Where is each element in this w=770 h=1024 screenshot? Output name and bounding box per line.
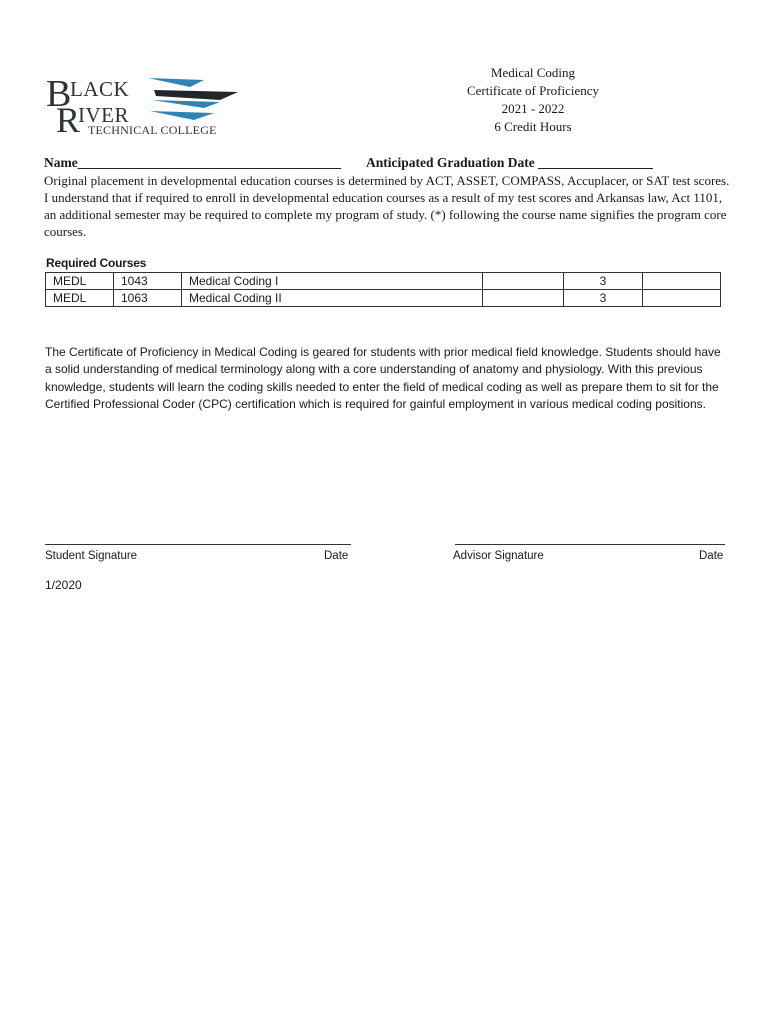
required-courses-heading: Required Courses — [46, 256, 147, 270]
logo-stripe-1 — [148, 78, 204, 87]
catalog-year: 2021 - 2022 — [501, 101, 565, 116]
program-description: The Certificate of Proficiency in Medical Coding is geared for students with prior medical field knowledge. Students should have a solid understanding of medical terminology along with a core understanding of anatomy and physiology. With this previous knowledge, students will learn the coding skills needed to enter the field of medical coding as well as prepare them to sit for the Certified Professional Coder (CPC) certification which is required for gainful employment in various medical coding positions. — [45, 345, 721, 411]
student-signature-line[interactable] — [45, 544, 351, 545]
logo-iver: IVER — [78, 103, 129, 127]
course-prefix: MEDL — [46, 273, 114, 290]
graduation-date-field[interactable]: Anticipated Graduation Date _________________ — [366, 155, 653, 170]
course-number: 1063 — [114, 290, 182, 307]
logo-letter-b: B — [46, 73, 72, 115]
logo-technical-college: TECHNICAL COLLEGE — [88, 123, 217, 137]
course-credits: 3 — [564, 290, 643, 307]
logo-letter-r: R — [56, 100, 81, 140]
course-name: Medical Coding II — [182, 290, 483, 307]
advisor-signature-label: Advisor Signature — [453, 550, 544, 562]
advisor-signature-line[interactable] — [455, 544, 725, 545]
name-graduation-row — [44, 155, 734, 171]
college-logo — [44, 70, 244, 140]
student-signature-label: Student Signature — [45, 550, 138, 562]
student-date-label: Date — [324, 550, 349, 562]
placement-statement: Original placement in developmental education courses is determined by ACT, ASSET, COMPASS, Accuplacer, or SAT test scores. I understand that if required to enroll in developmental education courses as a result of my test scores and Arkansas law, Act 1101, an additional semester may be required to complete my program of study. (*) following the course name signifies the program core courses. — [44, 173, 730, 239]
logo-stripe-3 — [152, 100, 220, 108]
name-field[interactable]: Name_______________________________________ — [44, 155, 341, 170]
table-row — [46, 273, 721, 290]
logo-stripe-2 — [154, 90, 238, 100]
course-prefix: MEDL — [46, 290, 114, 307]
table-row — [46, 290, 721, 307]
course-blank — [483, 273, 564, 290]
revision-date: 1/2020 — [45, 578, 82, 592]
course-number: 1043 — [114, 273, 182, 290]
course-blank — [483, 290, 564, 307]
course-name: Medical Coding I — [182, 273, 483, 290]
advisor-date-label: Date — [699, 550, 724, 562]
logo-lack: LACK — [70, 77, 130, 101]
course-grade — [643, 273, 721, 290]
program-title: Medical Coding — [490, 65, 576, 80]
course-credits: 3 — [564, 273, 643, 290]
certificate-type: Certificate of Proficiency — [466, 83, 600, 98]
credit-hours: 6 Credit Hours — [494, 119, 572, 134]
course-grade — [643, 290, 721, 307]
logo-stripe-4 — [150, 111, 214, 120]
course-table — [45, 272, 721, 307]
